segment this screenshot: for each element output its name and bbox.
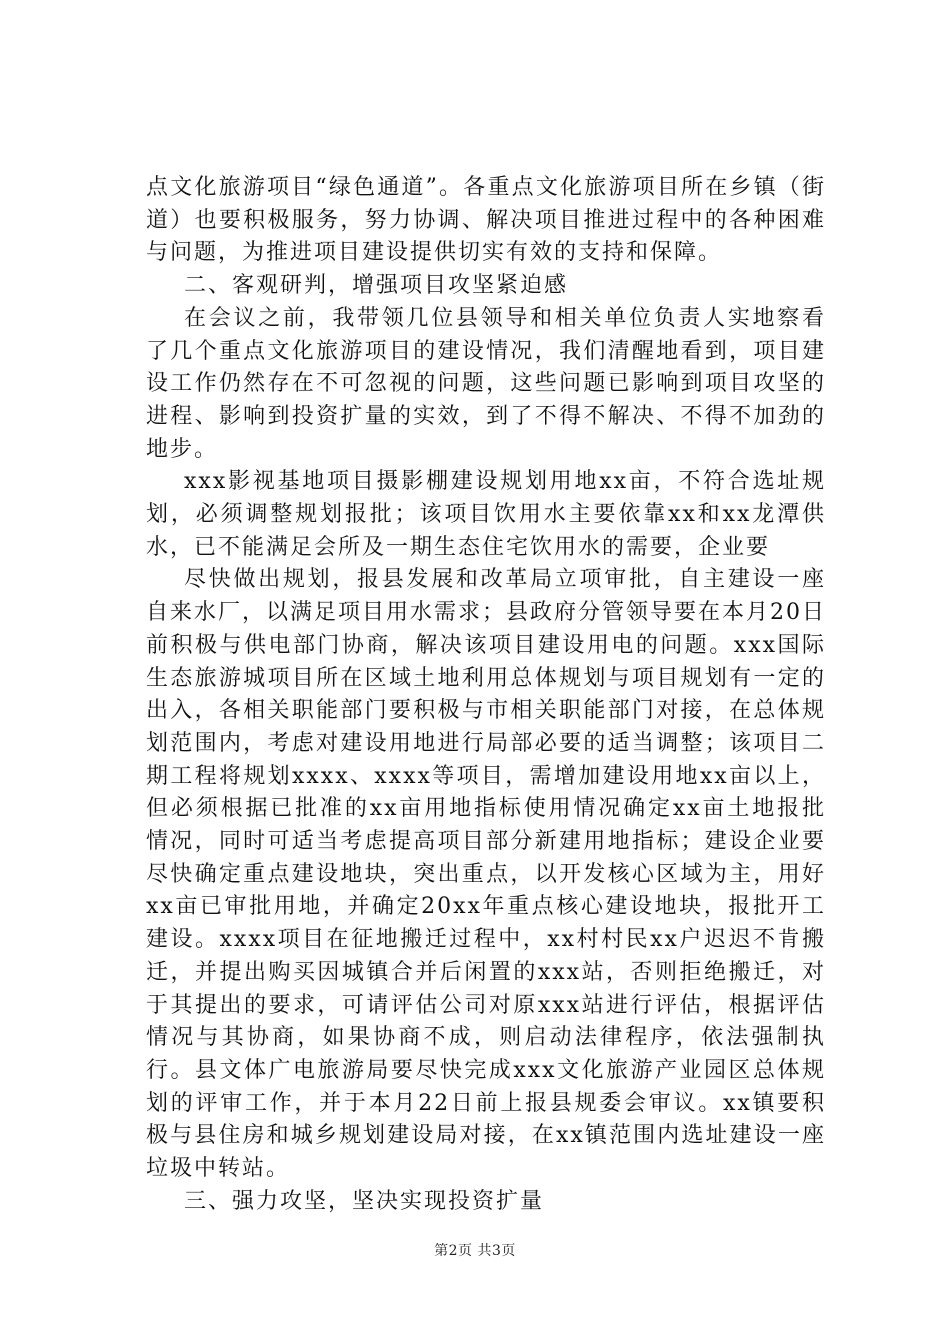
- paragraph-continuation: 点文化旅游项目“绿色通道”。各重点文化旅游项目所在乡镇（街道）也要积极服务，努力协调、解决项目推进过程中的各种困难与问题，为推进项目建设提供切实有效的支持和保障。: [146, 175, 826, 266]
- paragraph-site-inspection: 在会议之前，我带领几位县领导和相关单位负责人实地察看了几个重点文化旅游项目的建设情况，我们清醒地看到，项目建设工作仍然存在不可忽视的问题，这些问题已影响到项目攻坚的进程、影响到投资扩量的实效，到了不得不解决、不得不加劲的地步。: [146, 305, 826, 462]
- page-footer: 第2页 共3页: [434, 1243, 516, 1259]
- document-body: [146, 172, 826, 1219]
- paragraph-project-details: 尽快做出规划，报县发展和改革局立项审批，自主建设一座自来水厂，以满足项目用水需求；县政府分管领导要在本月20日前积极与供电部门协商，解决该项目建设用电的问题。xxx国际生态旅游城项目所在区域土地利用总体规划与项目规划有一定的出入，各相关职能部门要积极与市相关职能部门对接，在总体规划范围内，考虑对建设用地进行局部必要的适当调整；该项目二期工程将规划xxxx、xxxx等项目，需增加建设用地xx亩以上，但必须根据已批准的xx亩用地指标使用情况确定xx亩土地报批情况，同时可适当考虑提高项目部分新建用地指标；建设企业要尽快确定重点建设地块，突出重点，以开发核心区域为主，用好xx亩已审批用地，并确定20xx年重点核心建设地块，报批开工建设。xxxx项目在征地搬迁过程中，xx村村民xx户迟迟不肯搬迁，并提出购买因城镇合并后闲置的xxx站，否则拒绝搬迁，对于其提出的要求，可请评估公司对原xxx站进行评估，根据评估情况与其协商，如果协商不成，则启动法律程序，依法强制执行。县文体广电旅游局要尽快完成xxx文化旅游产业园区总体规划的评审工作，并于本月22日前上报县规委会审议。xx镇要积极与县住房和城乡规划建设局对接，在xx镇范围内选址建设一座垃圾中转站。: [146, 567, 826, 1182]
- section-heading-2: 二、客观研判，增强项目攻坚紧迫感: [184, 273, 569, 299]
- section-heading-3: 三、强力攻坚，坚决实现投资扩量: [184, 1188, 545, 1214]
- paragraph-film-base: xxx影视基地项目摄影棚建设规划用地xx亩，不符合选址规划，必须调整规划报批；该项目饮用水主要依靠xx和xx龙潭供水，已不能满足会所及一期生态住宅饮用水的需要，企业要: [146, 469, 826, 560]
